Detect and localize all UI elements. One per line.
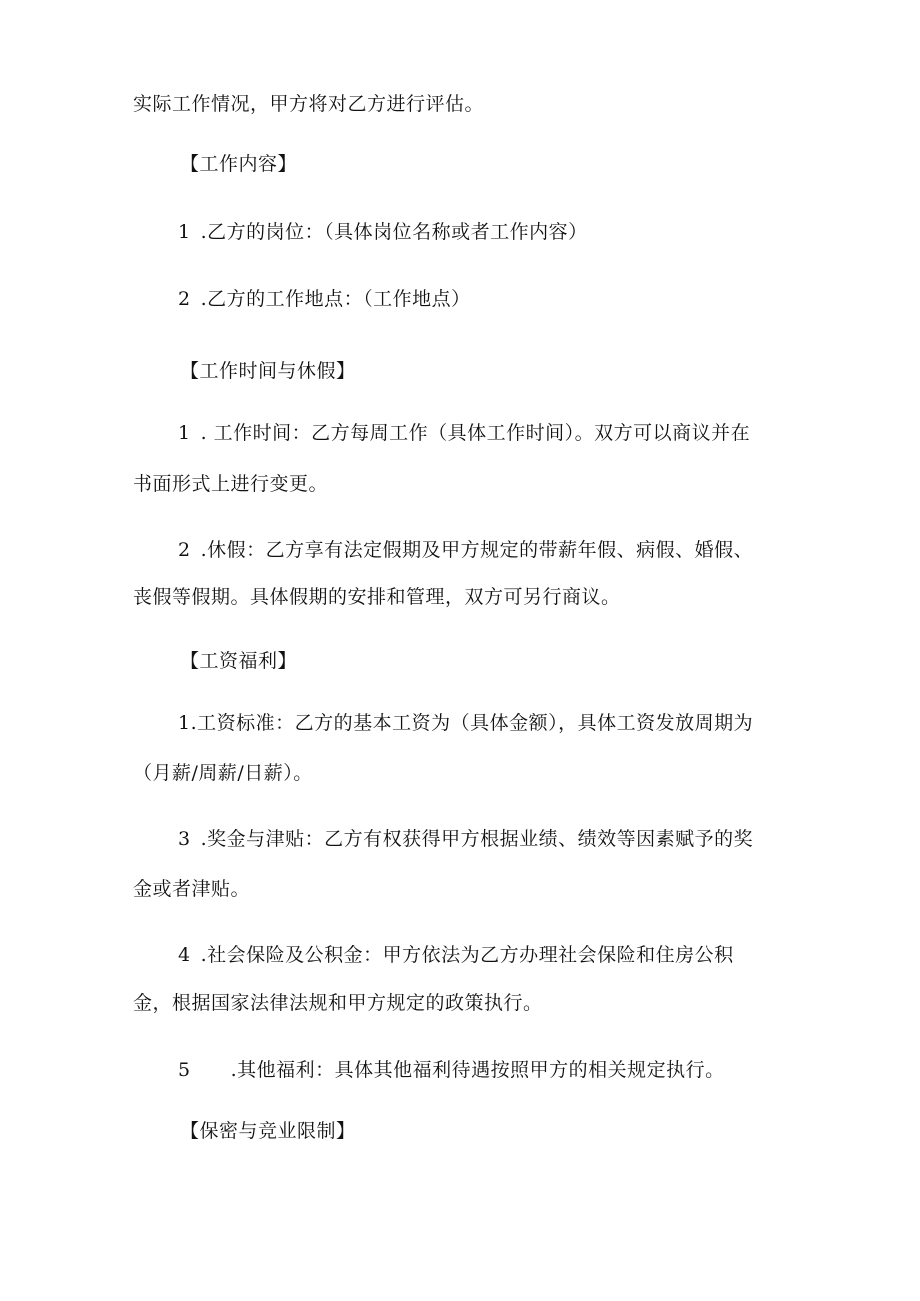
item-continuation: 丧假等假期。具体假期的安排和管理，双方可另行商议。 bbox=[133, 586, 621, 608]
list-item bbox=[178, 538, 753, 562]
item-text: .其他福利：具体其他福利待遇按照甲方的相关规定执行。 bbox=[230, 1059, 725, 1081]
item-text: .乙方的岗位：（具体岗位名称或者工作内容） bbox=[200, 221, 588, 243]
item-continuation: （月薪/周薪/日薪）。 bbox=[133, 762, 313, 784]
item-number: 2 bbox=[178, 539, 191, 561]
item-number: 4 bbox=[178, 944, 191, 966]
section-heading-work-time: 【工作时间与休假】 bbox=[180, 360, 356, 382]
item-number: 1 bbox=[178, 422, 191, 444]
item-number: 1. bbox=[178, 712, 198, 734]
item-text: .乙方的工作地点：（工作地点） bbox=[200, 288, 471, 310]
list-item bbox=[178, 711, 753, 735]
intro-continuation: 实际工作情况，甲方将对乙方进行评估。 bbox=[133, 93, 485, 115]
item-text: .休假：乙方享有法定假期及甲方规定的带薪年假、病假、婚假、 bbox=[200, 539, 754, 561]
section-heading-work-content: 【工作内容】 bbox=[180, 153, 298, 175]
item-continuation: 书面形式上进行变更。 bbox=[133, 473, 329, 495]
item-text: . 工作时间：乙方每周工作（具体工作时间）。双方可以商议并在 bbox=[200, 422, 751, 444]
list-item bbox=[178, 1058, 725, 1082]
item-continuation: 金，根据国家法律法规和甲方规定的政策执行。 bbox=[133, 992, 543, 1014]
list-item bbox=[178, 220, 588, 244]
list-item bbox=[178, 943, 734, 967]
item-number: 5 bbox=[178, 1059, 191, 1081]
item-text: 工资标准：乙方的基本工资为（具体金额），具体工资发放周期为 bbox=[197, 712, 754, 734]
item-number: 2 bbox=[178, 288, 191, 310]
list-item bbox=[178, 287, 471, 311]
item-text: .社会保险及公积金：甲方依法为乙方办理社会保险和住房公积 bbox=[200, 944, 734, 966]
item-continuation: 金或者津贴。 bbox=[133, 878, 251, 900]
item-number: 1 bbox=[178, 221, 191, 243]
list-item bbox=[178, 827, 753, 851]
list-item bbox=[178, 421, 750, 445]
item-text: .奖金与津贴：乙方有权获得甲方根据业绩、绩效等因素赋予的奖 bbox=[200, 828, 754, 850]
section-heading-confidentiality: 【保密与竞业限制】 bbox=[180, 1120, 356, 1142]
item-number: 3 bbox=[178, 828, 191, 850]
section-heading-salary: 【工资福利】 bbox=[180, 650, 298, 672]
